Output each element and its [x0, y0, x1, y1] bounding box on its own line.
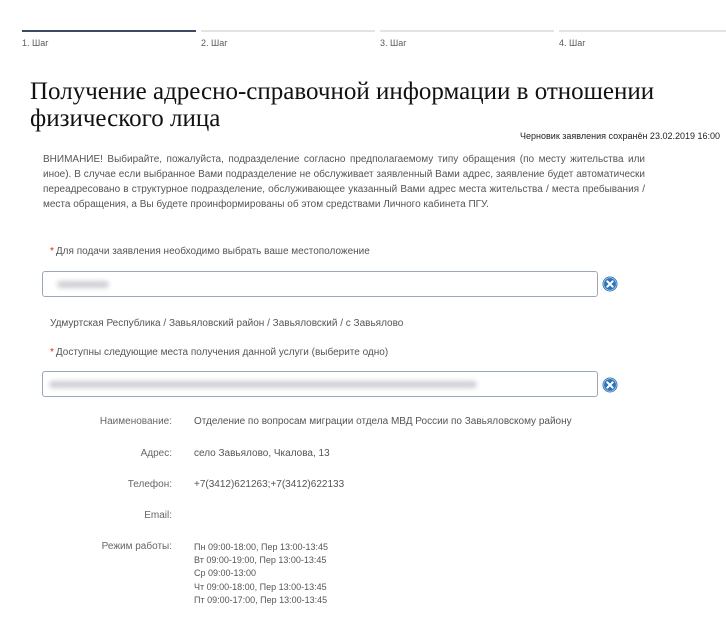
step-progress	[0, 0, 726, 52]
location-label-text: Для подачи заявления необходимо выбрать ваше местоположение	[55, 246, 370, 257]
detail-key: Адрес:	[140, 448, 172, 459]
detail-key: Наименование:	[99, 416, 172, 427]
detail-value: Отделение по вопросам миграции отдела МВД России по Завьяловскому району	[194, 416, 572, 427]
required-mark: *	[50, 347, 54, 358]
notice-text: ВНИМАНИЕ! Выбирайте, пожалуйста, подразделение согласно предполагаемому типу обращения (по месту жительства или иное). В случае если выбранное Вами подразделение не обслуживает заявленный Вами адрес, заявление будет автоматически переадресовано в структурное подразделение, обслуживающее указанный Вами адрес места жительства / места пребывания / места обращения, а Вы будете проинформированы об этом средствами Личного кабинета ПГУ.	[43, 154, 645, 210]
hours-list	[194, 541, 328, 607]
detail-value: село Завьялово, Чкалова, 13	[194, 448, 330, 459]
step-2-label: 2. Шаг	[201, 38, 228, 48]
step-4-label: 4. Шаг	[559, 38, 586, 48]
step-1[interactable]	[22, 30, 196, 50]
hours-line: Пт 09:00-17:00, Пер 13:00-13:45	[194, 594, 328, 605]
redacted-value	[57, 281, 109, 288]
hours-line: Вт 09:00-19:00, Пер 13:00-13:45	[194, 555, 327, 566]
location-input[interactable]	[42, 271, 598, 297]
step-2[interactable]	[201, 30, 375, 50]
step-1-label: 1. Шаг	[22, 38, 49, 48]
step-3-bar	[380, 30, 554, 32]
clear-icon[interactable]	[602, 276, 618, 292]
service-place-field-label	[50, 347, 388, 358]
step-4[interactable]	[559, 30, 726, 50]
detail-key: Email:	[144, 510, 172, 521]
detail-value: +7(3412)621263;+7(3412)622133	[194, 479, 345, 490]
service-place-select[interactable]	[42, 371, 598, 397]
page-title: Получение адресно-справочной информации в отношении физического лица	[30, 78, 655, 132]
redacted-value	[49, 381, 477, 388]
step-1-bar	[22, 30, 196, 32]
detail-key: Режим работы:	[101, 541, 172, 552]
step-3[interactable]	[380, 30, 554, 50]
hours-line: Ср 09:00-13:00	[194, 568, 257, 579]
step-4-bar	[559, 30, 726, 32]
step-3-label: 3. Шаг	[380, 38, 407, 48]
required-mark: *	[50, 246, 54, 257]
hours-line: Пн 09:00-18:00, Пер 13:00-13:45	[194, 542, 329, 552]
draft-status: Черновик заявления сохранён 23.02.2019 16:00	[520, 131, 720, 141]
hours-line: Чт 09:00-18:00, Пер 13:00-13:45	[194, 581, 327, 592]
step-2-bar	[201, 30, 375, 32]
clear-icon[interactable]	[602, 377, 618, 393]
location-path: Удмуртская Республика / Завьяловский район / Завьяловский / с Завьялово	[50, 318, 404, 329]
service-place-label-text: Доступны следующие места получения данной услуги (выберите одно)	[55, 347, 389, 358]
detail-key: Телефон:	[127, 479, 172, 490]
location-field-label	[50, 246, 370, 257]
